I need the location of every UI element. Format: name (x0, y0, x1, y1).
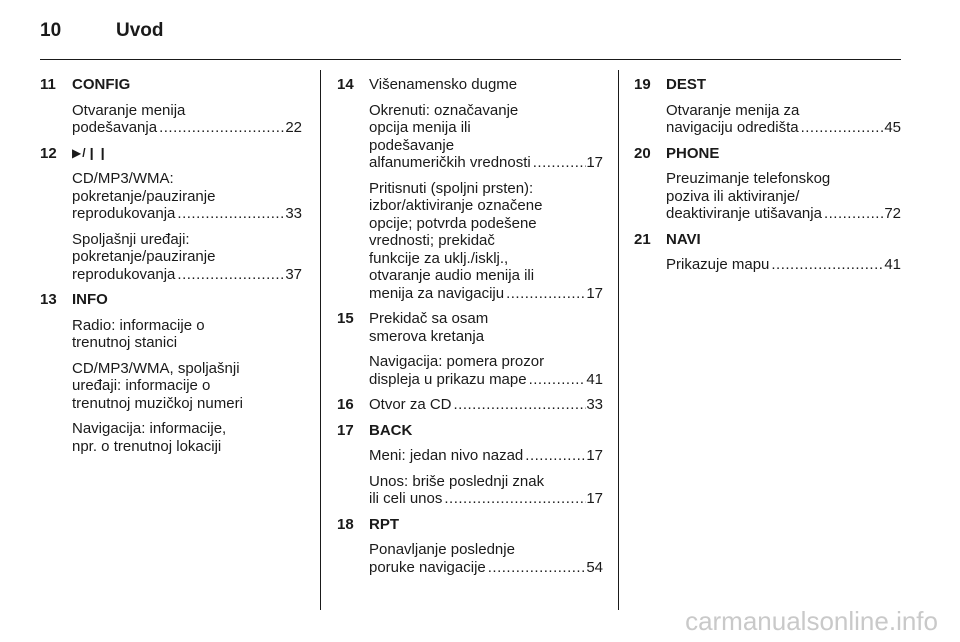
entry-title: Prekidač sa osam (369, 310, 489, 327)
entry-text: deaktiviranje utišavanja (666, 205, 822, 222)
dot-leader (442, 490, 586, 508)
entry-title: RPT (369, 515, 399, 533)
page-reference: 37 (285, 265, 302, 283)
leader-line (369, 285, 603, 303)
page-reference: 17 (586, 490, 603, 507)
description-line: CD/MP3/WMA, spoljašnji (72, 359, 240, 377)
leader-line (369, 447, 603, 465)
dot-leader (175, 205, 285, 223)
entry-17 (337, 422, 603, 508)
entry-description (369, 102, 603, 172)
entry-title: NAVI (666, 230, 701, 248)
leader-line (369, 154, 603, 172)
entry-13 (40, 291, 302, 455)
dot-leader (523, 447, 586, 465)
entry-title: Višenamensko dugme (369, 76, 518, 93)
column-2 (337, 76, 603, 584)
leader-line (666, 205, 901, 223)
page-reference: 17 (586, 284, 603, 302)
description-line: Spoljašnji uređaji: (72, 230, 190, 248)
page-reference: 17 (586, 154, 603, 171)
dot-leader (504, 285, 586, 303)
description-line: Okrenuti: označavanje (369, 101, 519, 119)
entry-title: BACK (369, 421, 413, 439)
description-line: CD/MP3/WMA: (72, 170, 174, 187)
entry-text: ili celi unos (369, 490, 443, 507)
entry-description (666, 170, 901, 223)
dot-leader (157, 119, 285, 137)
page-reference: 41 (884, 256, 901, 273)
entry-title: PHONE (666, 144, 720, 162)
entry-title: DEST (666, 76, 707, 93)
entry-12 (40, 145, 302, 284)
description-line: izbor/aktiviranje označene (369, 197, 543, 214)
entry-text: alfanumeričkih vrednosti (369, 154, 531, 171)
entry-description (72, 231, 302, 284)
dot-leader (769, 256, 884, 274)
description-line: vrednosti; prekidač (369, 232, 495, 249)
page-reference: 41 (586, 370, 603, 388)
entry-text: reprodukovanja (72, 265, 176, 283)
entry-18 (337, 516, 603, 577)
leader-line (666, 256, 901, 274)
page-reference: 72 (884, 205, 901, 222)
description-line: podešavanje (369, 136, 455, 154)
description-line: Radio: informacije o (72, 316, 205, 334)
column-divider (618, 70, 619, 610)
leader-line (369, 371, 603, 389)
column-3 (634, 76, 901, 282)
entry-description (72, 360, 302, 413)
page-reference: 45 (884, 119, 901, 136)
entry-number: 14 (337, 76, 354, 93)
entry-text: navigaciju odredišta (666, 119, 799, 136)
entry-text: menija za navigaciju (369, 284, 505, 302)
page-reference: 54 (586, 558, 603, 576)
description-line: trenutnoj stanici (72, 334, 178, 351)
page-reference: 33 (586, 396, 603, 413)
entry-title: ▶/❙❙ (72, 145, 109, 160)
description-line: pokretanje/pauziranje (72, 248, 216, 265)
entry-number: 11 (40, 76, 56, 93)
entry-number: 20 (634, 144, 651, 162)
entry-16 (337, 396, 603, 414)
leader-line (666, 119, 901, 137)
entry-number: 18 (337, 515, 354, 533)
entry-19 (634, 76, 901, 137)
description-line: Pritisnuti (spoljni prsten): (369, 179, 534, 197)
entry-description (666, 256, 901, 274)
entry-number: 16 (337, 396, 354, 413)
description-line: funkcije za uklj./isklj., (369, 249, 509, 267)
page-reference: 22 (285, 119, 302, 136)
entry-text: reprodukovanja (72, 205, 176, 222)
entry-description (369, 447, 603, 465)
description-line: Preuzimanje telefonskog (666, 170, 831, 187)
dot-leader (452, 396, 587, 414)
section-title: Uvod (116, 20, 164, 41)
entry-21 (634, 231, 901, 274)
entry-14 (337, 76, 603, 302)
entry-description (72, 317, 302, 352)
description-line: opcije; potvrda podešene (369, 214, 537, 232)
entry-description (369, 180, 603, 303)
watermark: carmanualsonline.info (685, 606, 938, 636)
entry-description (369, 473, 603, 508)
leader-line (369, 559, 603, 577)
entry-description (72, 102, 302, 137)
entry-11 (40, 76, 302, 137)
description-line: trenutnoj muzičkoj numeri (72, 394, 243, 412)
dot-leader (486, 559, 587, 577)
entry-description (666, 102, 901, 137)
entry-text: Meni: jedan nivo nazad (369, 447, 524, 464)
entry-number: 15 (337, 310, 354, 327)
column-divider (320, 70, 321, 610)
description-line: otvaranje audio menija ili (369, 267, 535, 284)
entry-text: Prikazuje mapu (666, 256, 770, 273)
entry-description (369, 353, 603, 388)
entry-15 (337, 310, 603, 388)
entry-title (369, 396, 603, 414)
entry-description (369, 541, 603, 576)
page-reference: 17 (586, 447, 603, 464)
leader-line (369, 490, 603, 508)
leader-line (72, 119, 302, 137)
description-line: Otvaranje menija za (666, 101, 800, 119)
dot-leader (527, 371, 587, 389)
description-line: Unos: briše poslednji znak (369, 472, 545, 490)
dot-leader (531, 154, 587, 172)
entry-title-line: smerova kretanja (369, 327, 485, 345)
dot-leader (822, 205, 884, 223)
entry-text: Otvor za CD (369, 396, 452, 413)
entry-description (72, 420, 302, 455)
entry-description (72, 170, 302, 223)
page-number: 10 (40, 20, 62, 41)
description-line: npr. o trenutnoj lokaciji (72, 437, 222, 455)
dot-leader (175, 266, 285, 284)
description-line: Navigacija: pomera prozor (369, 353, 545, 370)
description-line: opcija menija ili (369, 119, 471, 136)
description-line: Otvaranje menija (72, 101, 186, 119)
dot-leader (799, 119, 885, 137)
page-reference: 33 (285, 205, 302, 222)
entry-number: 17 (337, 421, 354, 439)
description-line: Navigacija: informacije, (72, 420, 227, 437)
leader-line (72, 266, 302, 284)
entry-text: poruke navigacije (369, 558, 486, 576)
header-rule (40, 59, 901, 60)
description-line: Ponavljanje poslednje (369, 541, 515, 558)
entry-title: CONFIG (72, 76, 131, 93)
entry-number: 12 (40, 144, 57, 162)
entry-20 (634, 145, 901, 223)
entry-number: 21 (634, 230, 651, 248)
entry-number: 19 (634, 76, 651, 93)
column-1 (40, 76, 302, 463)
entry-title: INFO (72, 291, 108, 308)
description-line: uređaji: informacije o (72, 377, 211, 394)
entry-text: podešavanja (72, 119, 158, 136)
entry-number: 13 (40, 291, 57, 308)
leader-line (72, 205, 302, 223)
entry-text: displeja u prikazu mape (369, 370, 527, 388)
description-line: poziva ili aktiviranje/ (666, 187, 800, 205)
description-line: pokretanje/pauziranje (72, 187, 216, 205)
